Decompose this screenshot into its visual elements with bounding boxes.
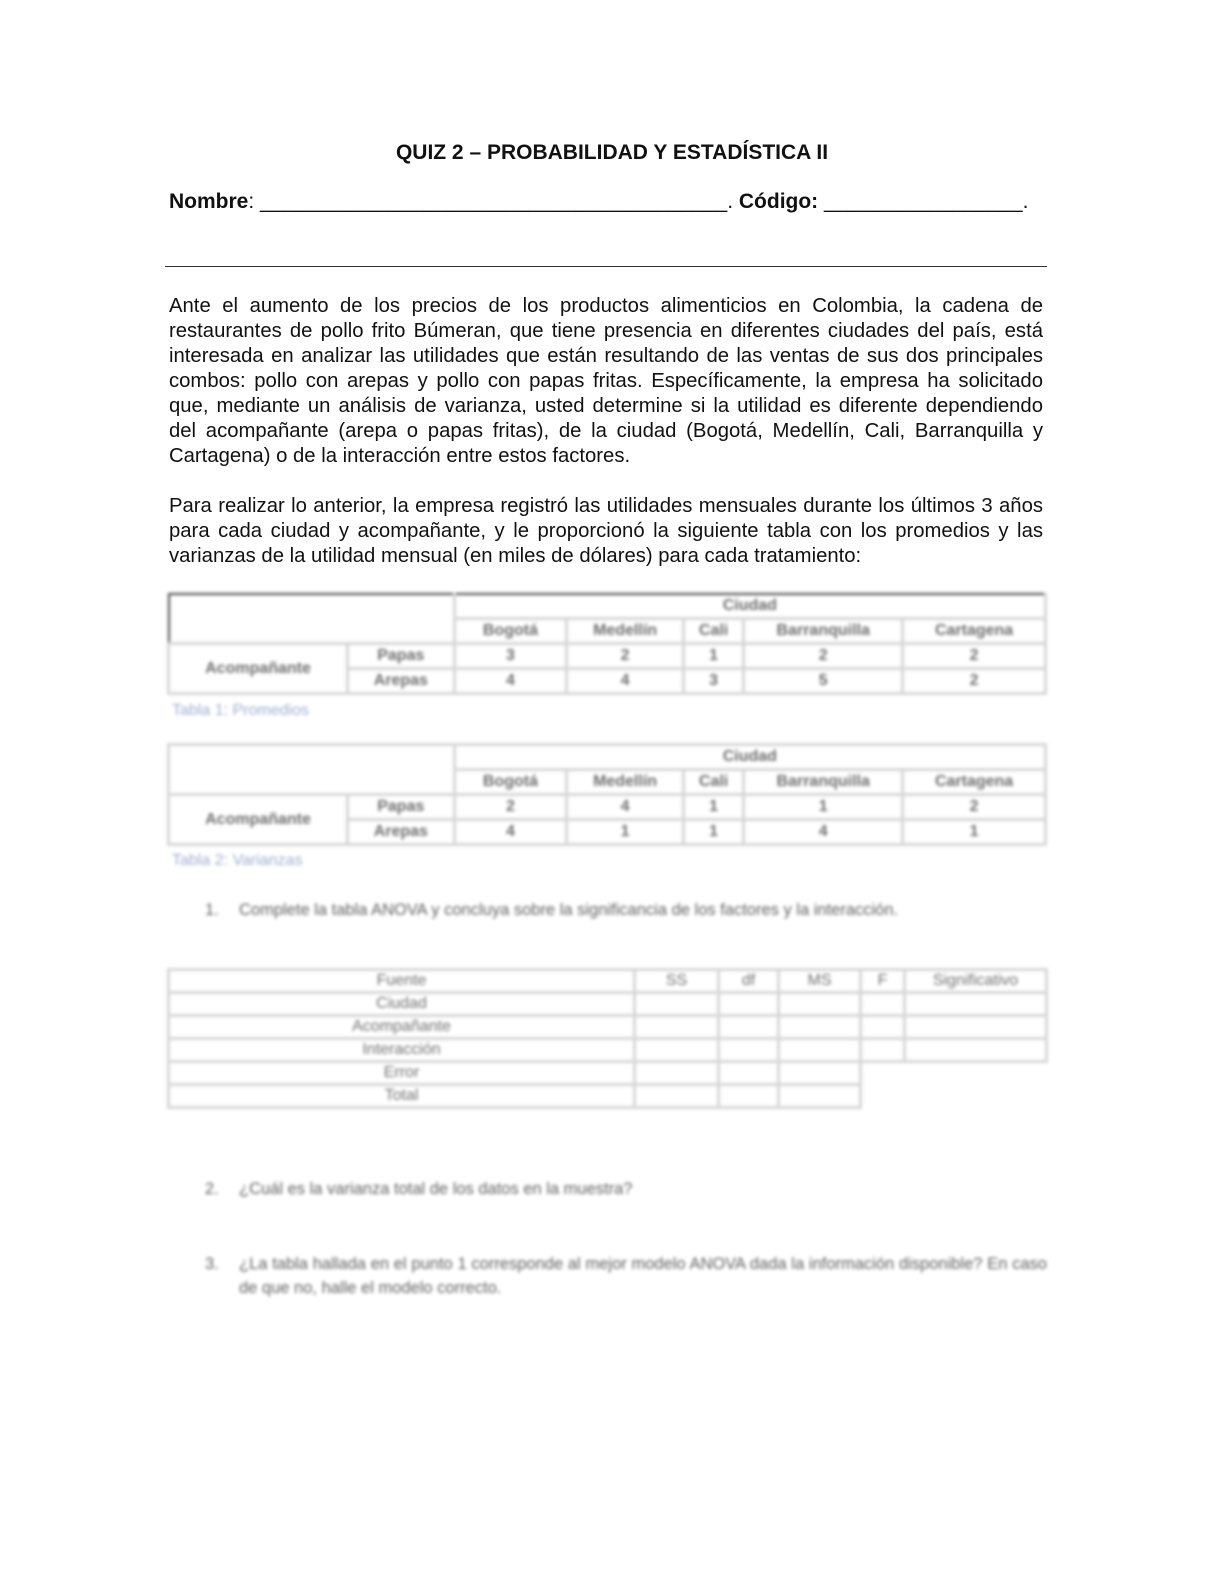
table-cell: 1	[903, 820, 1046, 845]
row-label: Papas	[348, 644, 455, 669]
col-header: Barranquilla	[744, 770, 903, 795]
anova-cell	[635, 1039, 719, 1062]
table-cell: 1	[683, 644, 743, 669]
nombre-blank: : ________________________________________.	[248, 190, 739, 213]
table-cell: 1	[744, 795, 903, 820]
anova-header: F	[861, 970, 905, 993]
anova-cell	[779, 1039, 861, 1062]
col-header: Medellín	[567, 770, 684, 795]
anova-table	[167, 968, 1048, 1109]
anova-header: Significativo	[905, 970, 1047, 993]
data-paragraph: Para realizar lo anterior, la empresa registró las utilidades mensuales durante los últimos 3 años para cada ciudad y acompañante, y le proporcionó la siguiente tabla con los promedios y las varianzas de la utilidad mensual (en miles de dólares) para cada tratamiento:	[169, 495, 1043, 567]
table-cell: 4	[454, 669, 567, 694]
anova-cell	[779, 1016, 861, 1039]
table-cell: 4	[567, 795, 684, 820]
quiz-title: QUIZ 2 – PROBABILIDAD Y ESTADÍSTICA II	[395, 141, 829, 164]
anova-cell	[635, 1085, 719, 1108]
row-factor-label: Acompañante	[169, 795, 348, 845]
col-header: Cartagena	[903, 619, 1046, 644]
question-text: ¿Cuál es la varianza total de los datos en la muestra?	[239, 1180, 633, 1198]
anova-cell	[905, 1016, 1047, 1039]
question-text: Complete la tabla ANOVA y concluya sobre la significancia de los factores y la interacción.	[239, 901, 899, 919]
question-number: 3.	[205, 1255, 219, 1273]
anova-cell	[779, 1085, 861, 1108]
anova-cell	[635, 1062, 719, 1085]
col-header: Cartagena	[903, 770, 1046, 795]
row-label: Arepas	[348, 820, 455, 845]
col-header: Cali	[683, 770, 743, 795]
anova-header: MS	[779, 970, 861, 993]
name-code-line	[169, 190, 1028, 214]
table-cell: 4	[567, 669, 684, 694]
table-cell: 2	[454, 795, 567, 820]
codigo-label: Código:	[738, 190, 819, 213]
anova-cell	[719, 993, 779, 1016]
question-3	[205, 1252, 1047, 1300]
table-group-header: Ciudad	[454, 745, 1045, 770]
intro-paragraph: Ante el aumento de los precios de los productos alimenticios en Colombia, la cadena de restaurantes de pollo frito Búmeran, que tiene presencia en diferentes ciudades del país, está interesada en analizar las utilidades que están resultando de las ventas de sus dos principales combos: pollo con arepas y pollo con papas fritas. Específicamente, la empresa ha solicitado que, mediante un análisis de varianza, usted determine si la utilidad es diferente dependiendo del acompañante (arepa o papas fritas), de la ciudad (Bogotá, Medellín, Cali, Barranquilla y Cartagena) o de la interacción entre estos factores.	[169, 295, 1043, 467]
table-cell: 2	[567, 644, 684, 669]
anova-empty	[905, 1085, 1047, 1108]
nombre-label: Nombre	[169, 190, 249, 213]
anova-source: Interacción	[169, 1039, 635, 1062]
question-2	[205, 1177, 1047, 1201]
table-cell: 2	[744, 644, 903, 669]
anova-cell	[905, 993, 1047, 1016]
row-factor-label: Acompañante	[169, 644, 348, 694]
col-header: Bogotá	[454, 770, 567, 795]
col-header: Medellín	[567, 619, 684, 644]
table1-caption: Tabla 1: Promedios	[172, 702, 309, 719]
anova-header: Fuente	[169, 970, 635, 993]
anova-cell	[719, 1085, 779, 1108]
anova-source: Ciudad	[169, 993, 635, 1016]
table-varianzas	[167, 743, 1047, 846]
anova-cell	[779, 993, 861, 1016]
anova-empty	[861, 1062, 905, 1085]
col-header: Cali	[683, 619, 743, 644]
anova-cell	[635, 993, 719, 1016]
table-corner	[169, 594, 455, 644]
table-cell: 5	[744, 669, 903, 694]
table-cell: 2	[903, 669, 1046, 694]
col-header: Bogotá	[454, 619, 567, 644]
anova-cell	[861, 993, 905, 1016]
anova-cell	[861, 1039, 905, 1062]
table-cell: 1	[683, 820, 743, 845]
anova-cell	[719, 1039, 779, 1062]
anova-cell	[861, 1016, 905, 1039]
table-cell: 4	[454, 820, 567, 845]
question-text: ¿La tabla hallada en el punto 1 corresponde al mejor modelo ANOVA dada la información disponible? En caso de que no, halle el modelo correcto.	[239, 1255, 1047, 1297]
table-cell: 1	[567, 820, 684, 845]
anova-source: Acompañante	[169, 1016, 635, 1039]
row-label: Papas	[348, 795, 455, 820]
table-cell: 3	[683, 669, 743, 694]
horizontal-rule	[165, 266, 1047, 267]
table-cell: 2	[903, 795, 1046, 820]
question-number: 1.	[205, 901, 219, 919]
anova-cell	[905, 1039, 1047, 1062]
table-corner	[169, 745, 455, 795]
anova-source: Error	[169, 1062, 635, 1085]
table-cell: 4	[744, 820, 903, 845]
table-cell: 1	[683, 795, 743, 820]
row-label: Arepas	[348, 669, 455, 694]
codigo-blank: _________________.	[818, 190, 1029, 213]
question-1	[205, 898, 1047, 922]
col-header: Barranquilla	[744, 619, 903, 644]
anova-header: SS	[635, 970, 719, 993]
table-promedios	[167, 593, 1047, 695]
anova-empty	[861, 1085, 905, 1108]
table2-caption: Tabla 2: Varianzas	[172, 852, 303, 869]
anova-cell	[719, 1016, 779, 1039]
table-group-header: Ciudad	[454, 594, 1045, 619]
anova-cell	[779, 1062, 861, 1085]
anova-source: Total	[169, 1085, 635, 1108]
table-cell: 2	[903, 644, 1046, 669]
anova-cell	[635, 1016, 719, 1039]
anova-empty	[905, 1062, 1047, 1085]
table-cell: 3	[454, 644, 567, 669]
anova-cell	[719, 1062, 779, 1085]
question-number: 2.	[205, 1180, 219, 1198]
anova-header: df	[719, 970, 779, 993]
